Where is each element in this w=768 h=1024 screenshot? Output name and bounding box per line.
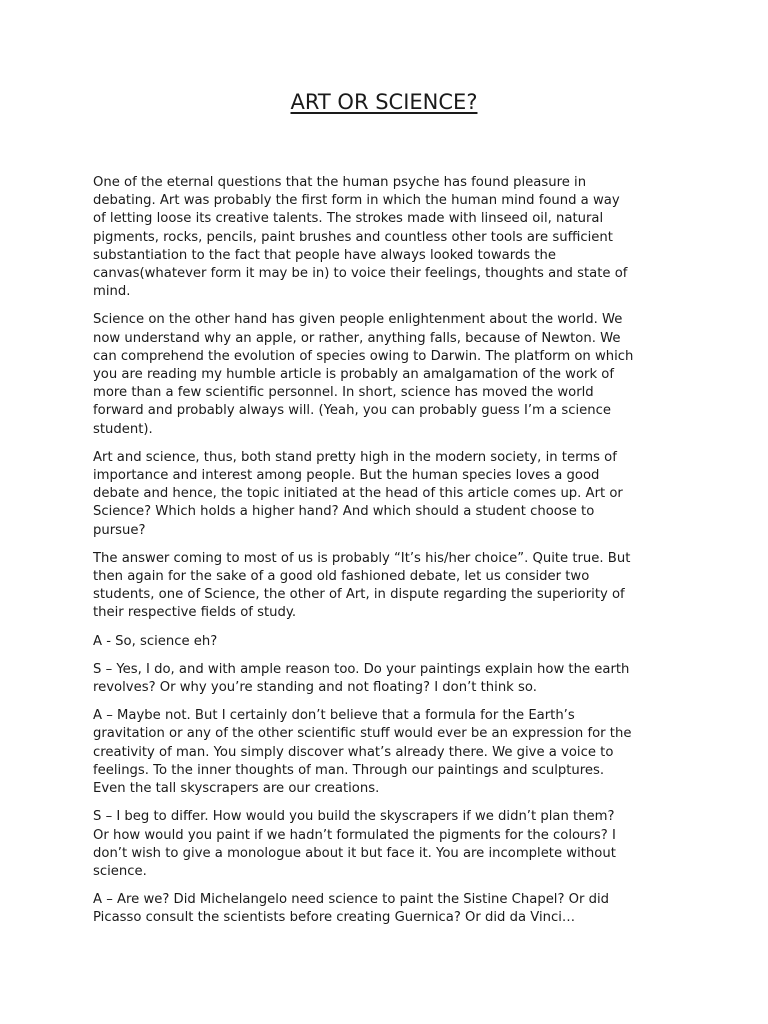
- document-body: [93, 174, 683, 938]
- document-title: [0, 88, 768, 116]
- dialogue-line-1: A - So, science eh?: [93, 633, 218, 649]
- dialogue-line-3: A – Maybe not. But I certainly don’t believe that a formula for the Earth’s gravitation or any of the other scientific stuff would ever be an expression for the creativity of man. You simply discover what’s already there. We give a voice to feelings. To the inner thoughts of man. Through our paintings and sculptures. Even the tall skyscrapers are our creations.: [93, 708, 632, 797]
- dialogue-line-4: S – I beg to differ. How would you build the skyscrapers if we didn’t plan them? Or how would you paint if we hadn’t formulated the pigments for the colours? I don’t wish to give a monologue about it but face it. You are incomplete without science.: [93, 809, 616, 879]
- dialogue-line-5: A – Are we? Did Michelangelo need science to paint the Sistine Chapel? Or did Picasso consult the scientists before creating Guernica? Or did da Vinci…: [93, 892, 610, 926]
- paragraph-2: Science on the other hand has given people enlightenment about the world. We now understand why an apple, or rather, anything falls, because of Newton. We can comprehend the evolution of species owing to Darwin. The platform on which you are reading my humble article is probably an amalgamation of the work of more than a few scientific personnel. In short, science has moved the world forward and probably always will. (Yeah, you can probably guess I’m a science student).: [93, 312, 634, 437]
- paragraph-4: The answer coming to most of us is probably “It’s his/her choice”. Quite true. But then again for the sake of a good old fashioned debate, let us consider two students, one of Science, the other of Art, in dispute regarding the superiority of their respective fields of study.: [93, 550, 631, 621]
- paragraph-1: One of the eternal questions that the human psyche has found pleasure in debating. Art was probably the first form in which the human mind found a way of letting loose its creative talents. The strokes made with linseed oil, natural pigments, rocks, pencils, paint brushes and countless other tools are sufficient substantiation to the fact that people have always looked towards the canvas(whatever form it may be in) to voice their feelings, thoughts and state of mind.: [93, 175, 628, 300]
- dialogue-line-2: S – Yes, I do, and with ample reason too. Do your paintings explain how the earth revolves? Or why you’re standing and not floating? I don’t think so.: [93, 661, 630, 696]
- document-title-text: ART OR SCIENCE?: [290, 90, 478, 114]
- paragraph-3: Art and science, thus, both stand pretty high in the modern society, in terms of importance and interest among people. But the human species loves a good debate and hence, the topic initiated at the head of this article comes up. Art or Science? Which holds a higher hand? And which should a student choose to pursue?: [93, 449, 623, 538]
